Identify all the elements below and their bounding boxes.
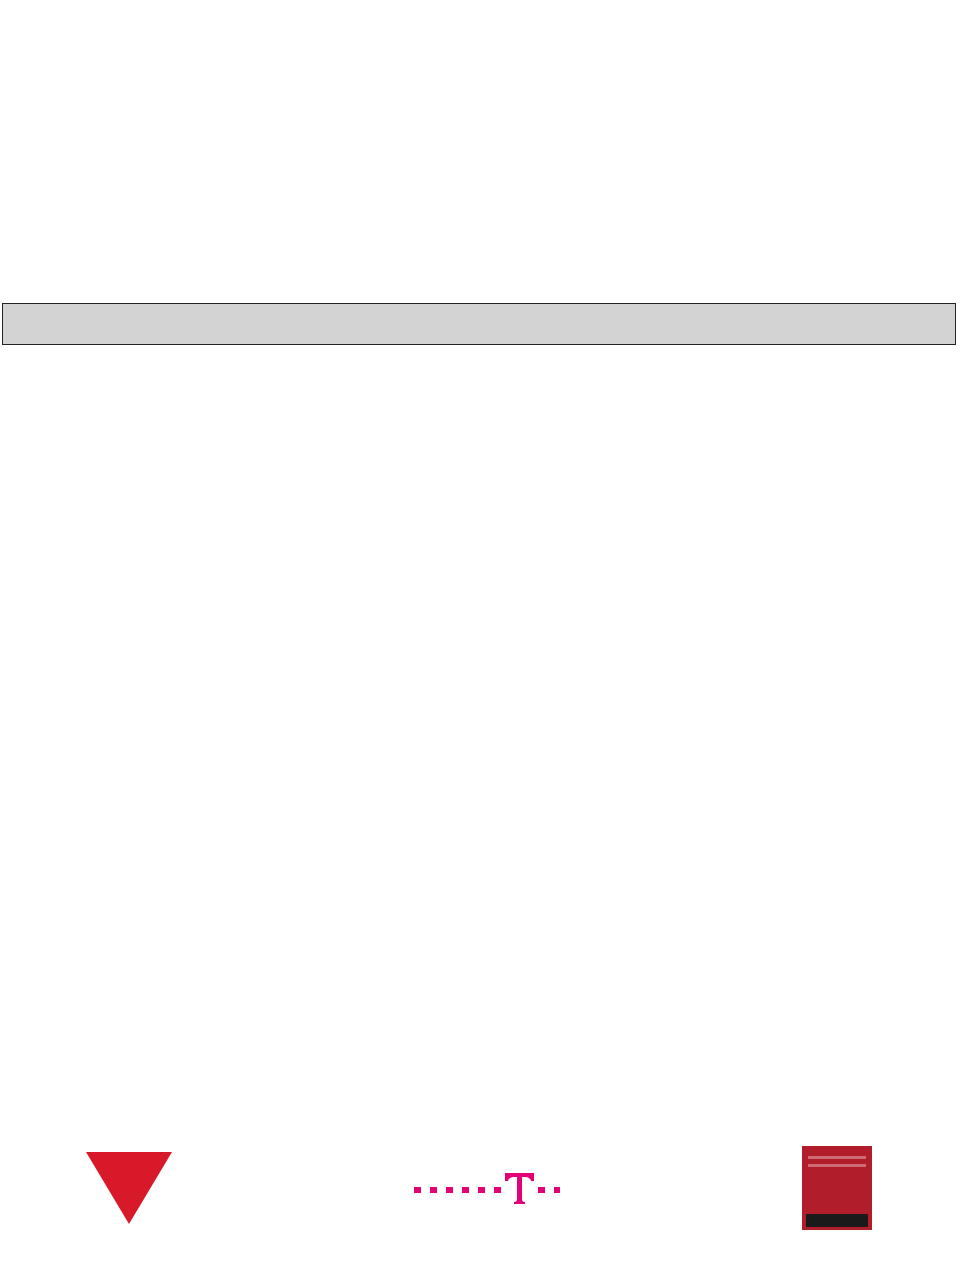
- day-header: [2, 303, 956, 345]
- page-footer-left: [20, 1251, 26, 1269]
- telekom-logo: [410, 1170, 560, 1206]
- page-footer-right: [670, 1251, 673, 1269]
- mkb-bank-logo: [802, 1146, 872, 1230]
- mol-logo: [86, 1152, 172, 1226]
- mol-logo-graphic: [86, 1152, 172, 1226]
- telekom-logo-graphic: [410, 1170, 560, 1206]
- mkb-bank-logo-graphic: [802, 1146, 872, 1230]
